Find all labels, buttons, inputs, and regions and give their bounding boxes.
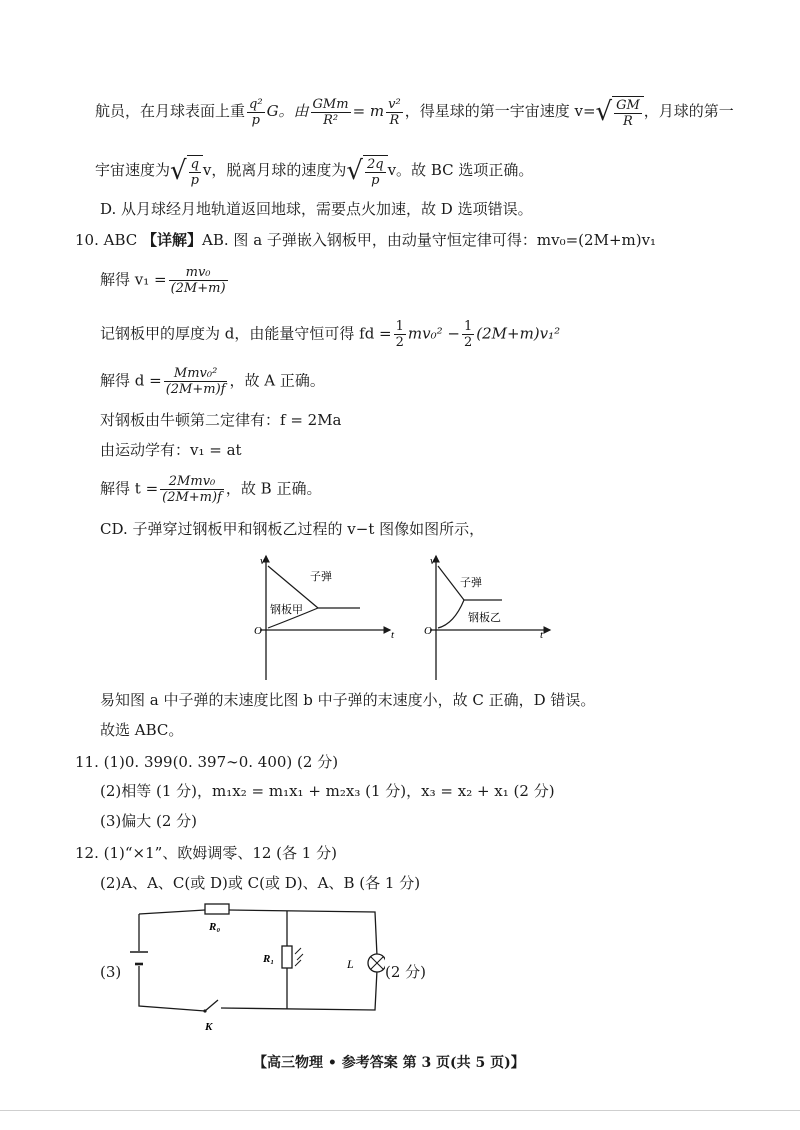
label-r0: R₀ (209, 921, 221, 933)
wire-top-left (139, 910, 205, 914)
answer-label: 10. ABC (75, 231, 138, 249)
wire-top-right (229, 910, 377, 956)
sqrt-q-over-p: √ $\frac{q}{p}$ (170, 155, 203, 187)
sqrt-2q-over-p: √ $\frac{2q}{p}$ (346, 155, 387, 187)
graph-a-plate-label: 钢板甲 (270, 603, 303, 616)
conclusion: 易知图 a 中子弹的末速度比图 b 中子弹的末速度小，故 C 正确，D 错误。 (100, 691, 596, 709)
graph-b-origin-label: O (424, 625, 432, 637)
text-segment: G。由 (266, 102, 309, 120)
wire-bottom-right (221, 970, 377, 1010)
text-segment: 宇宙速度为 (95, 161, 171, 179)
graph-a-v-label: v (260, 555, 265, 567)
switch-pivot (203, 1009, 206, 1012)
graph-b-bullet-label: 子弹 (460, 576, 482, 589)
kinematics-equation: 由运动学有：v₁ = at (100, 441, 242, 459)
question-10-header (75, 233, 656, 248)
graph-b-plate-curve (438, 600, 464, 628)
graph-a-t-label: t (391, 629, 395, 641)
text-line-2 (95, 155, 533, 187)
question-12-line-2: (2)A、A、C(或 D)或 C(或 D)、A、B (各 1 分) (100, 874, 421, 892)
text-segment: v。故 BC 选项正确。 (387, 161, 534, 179)
solution-t: 解得 t = $\frac{\text{2Mmv₀}}{(2M+m)f}$ ，故 B 正确。 (100, 474, 322, 505)
vt-graphs (250, 552, 570, 682)
label-l: L (347, 957, 354, 971)
graph-b-plate-label: 钢板乙 (468, 611, 501, 624)
solution-v1: 解得 v₁ = $\frac{\text{mv₀}}{(2M+m)}$ (100, 265, 226, 296)
text-segment: = m (352, 102, 385, 120)
text-segment: ，月球的第一 (643, 102, 734, 120)
question-11-line-1: 11. (1)0. 399(0. 397∼0. 400) (2 分) (75, 753, 339, 771)
question-11-line-3: (3)偏大 (2 分) (100, 812, 198, 830)
text-line-3: D. 从月球经月地轨道返回地球，需要点火加速，故 D 选项错误。 (100, 200, 533, 218)
wire-left-lower (139, 966, 205, 1011)
text-segment: v，脱离月球的速度为 (202, 161, 347, 179)
question-12-line-1: 12. (1)“×1”、欧姆调零、12 (各 1 分) (75, 844, 337, 862)
light-arrow-3 (295, 960, 301, 966)
question-12-part3-score: (2 分) (385, 963, 427, 981)
label-k: K (205, 1021, 213, 1033)
light-arrow-2 (297, 954, 303, 960)
newton-equation: 对钢板由牛顿第二定律有：f = 2Ma (100, 411, 342, 429)
page-footer: 【高三物理 • 参考答案 第 3 页(共 5 页)】 (253, 1055, 525, 1071)
solution-d: 解得 d = $\frac{\text{Mmv₀²}}{(2M+m)f}$ ，故 A 正确。 (100, 366, 325, 397)
bottom-edge-line (0, 1110, 800, 1111)
graph-b (424, 555, 550, 680)
text-line-1 (95, 96, 734, 128)
graph-a (254, 555, 395, 680)
graph-a-bullet-label: 子弹 (310, 570, 332, 583)
detail-tag: 【详解】 (142, 231, 203, 249)
choose-answer: 故选 ABC。 (100, 721, 184, 739)
graph-a-origin-label: O (254, 625, 262, 637)
label-r1: R₁ (263, 953, 275, 965)
switch-k (205, 1000, 218, 1011)
text-segment: 航员，在月球表面上重 (95, 102, 246, 120)
question-12-part3-label: (3) (100, 963, 122, 981)
text-segment: ，得星球的第一宇宙速度 v= (404, 102, 596, 120)
question-11-line-2: (2)相等 (1 分)，m₁x₂ = m₁x₁ + m₂x₃ (1 分)，x₃ = x₂ + x₁ (2 分) (100, 782, 555, 800)
text-segment: AB. 图 a 子弹嵌入钢板甲，由动量守恒定律可得：mv₀=(2M+m)v₁ (202, 231, 657, 249)
graph-b-t-label: t (540, 629, 544, 641)
cd-statement: CD. 子弹穿过钢板甲和钢板乙过程的 v−t 图像如图所示， (100, 520, 485, 538)
fraction-v2-over-r: $\frac{\text{v²}}{R}$ (388, 96, 401, 128)
circuit-diagram (125, 896, 385, 1036)
graph-b-v-label: v (430, 555, 435, 567)
energy-equation: 记钢板甲的厚度为 d，由能量守恒可得 fd = $\frac{1}{2}$ mv₀² − $\frac{1}{2}$ (2M+m)v₁² (100, 319, 561, 350)
fraction-q2-over-p: $\frac{\text{q²}}{p}$ (249, 96, 263, 128)
resistor-r0 (205, 904, 229, 914)
fraction-gmm-over-r2: $\frac{\text{GMm}}{\text{R²}}$ (312, 96, 349, 128)
sqrt-gm-over-r: √ $\frac{GM}{R}$ (596, 96, 644, 128)
light-arrow-1 (295, 948, 301, 954)
photoresistor-r1 (282, 946, 292, 968)
